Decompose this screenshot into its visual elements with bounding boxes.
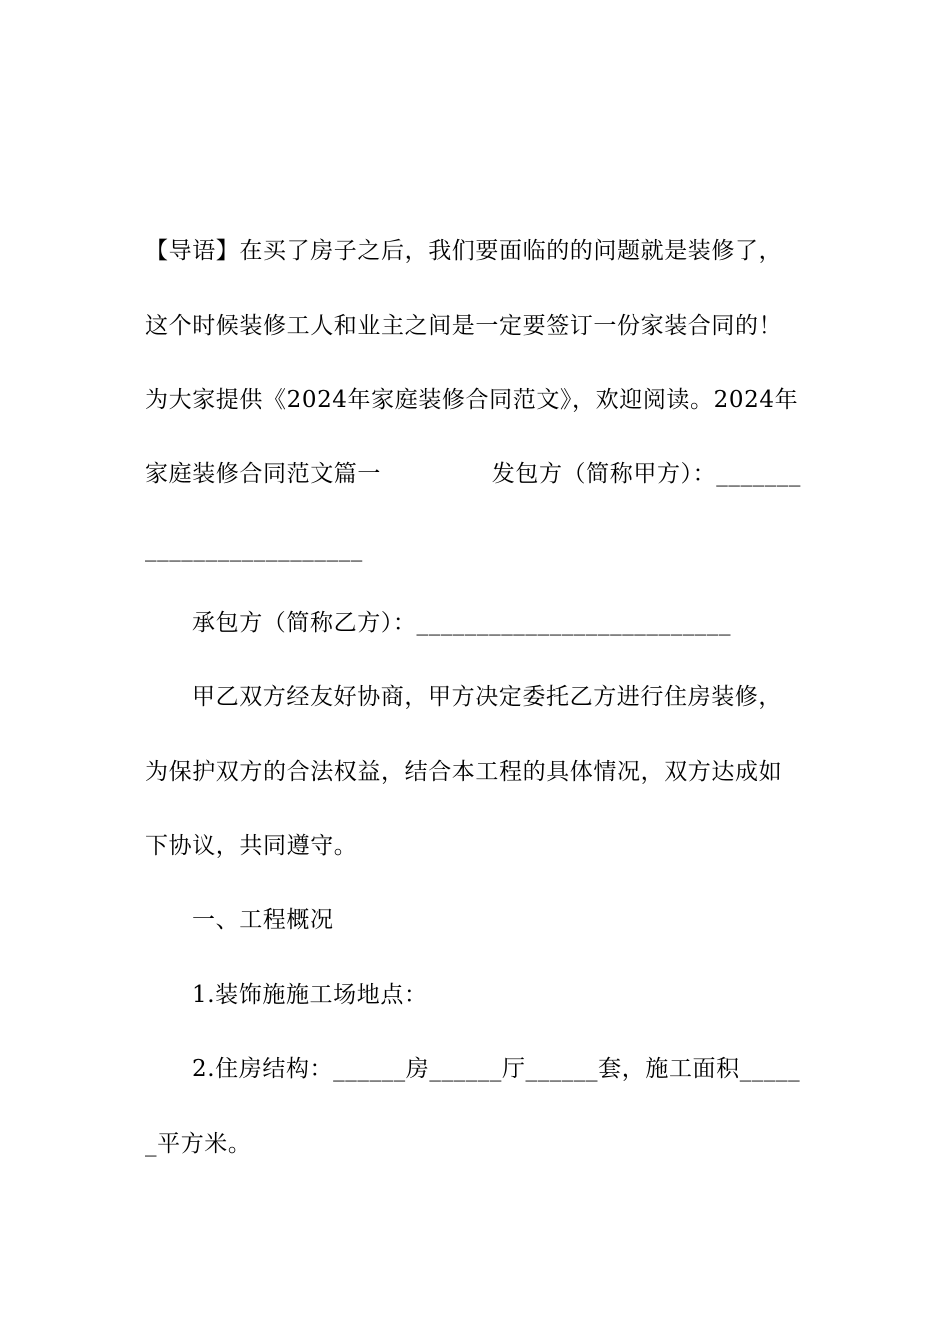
party-a-line: 家庭装修合同范文篇一 发包方（简称甲方）：_______ xyxy=(145,461,801,487)
intro-line-1: 【导语】在买了房子之后，我们要面临的的问题就是装修了， xyxy=(145,238,783,264)
agreement-line-2: 为保护双方的合法权益，结合本工程的具体情况，双方达成如 xyxy=(145,759,783,785)
party-b-line: 承包方（简称乙方）：__________________________ xyxy=(192,610,732,636)
item-housing-structure-continuation: _平方米。 xyxy=(145,1131,252,1157)
agreement-line-1: 甲乙双方经友好协商，甲方决定委托乙方进行住房装修， xyxy=(192,684,782,710)
intro-line-2: 这个时候装修工人和业主之间是一定要签订一份家装合同的！ xyxy=(145,313,783,339)
party-a-blank-continuation: __________________ xyxy=(145,536,363,562)
section-heading-project-overview: 一、工程概况 xyxy=(192,907,334,933)
item-housing-structure: 2.住房结构：______房______厅______套，施工面积_____ xyxy=(192,1056,801,1082)
intro-line-3: 为大家提供《2024年家庭装修合同范文》，欢迎阅读。2024年 xyxy=(145,387,799,413)
item-construction-site: 1.装饰施施工场地点： xyxy=(192,982,428,1008)
agreement-line-3: 下协议，共同遵守。 xyxy=(145,833,358,859)
